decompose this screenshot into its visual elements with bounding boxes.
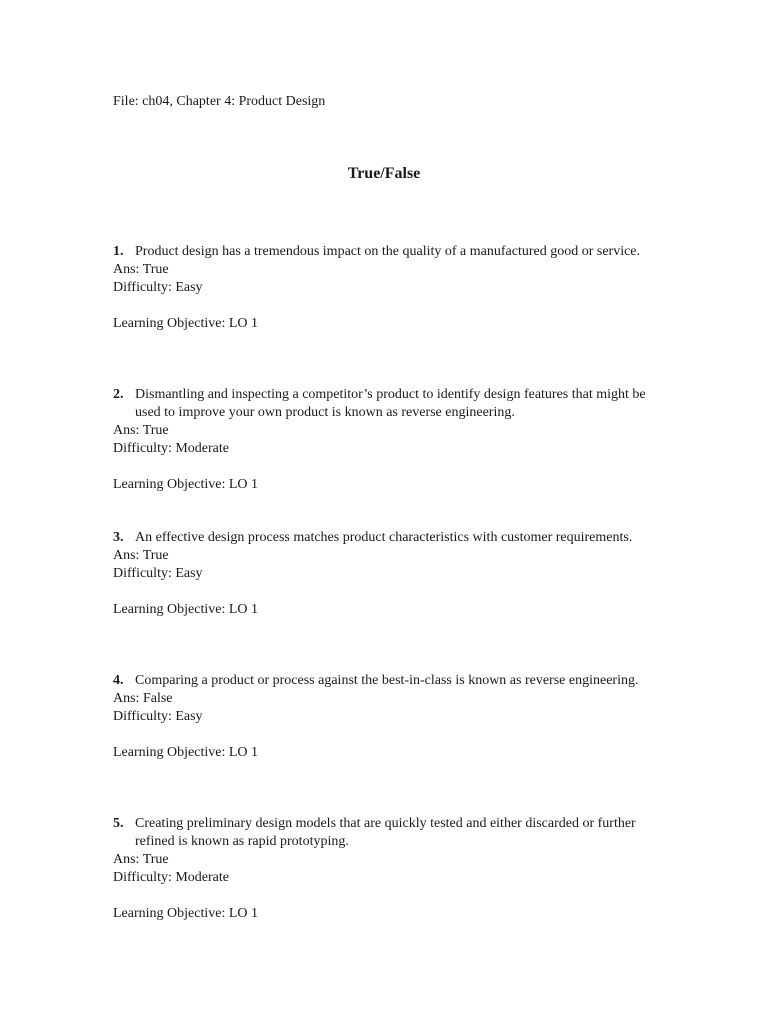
learning-objective: Learning Objective: LO 1: [113, 316, 259, 331]
answer: Ans: True: [113, 423, 169, 438]
difficulty: Difficulty: Easy: [113, 280, 203, 295]
question-statement: [113, 243, 673, 261]
answer: Ans: True: [113, 262, 169, 277]
difficulty: Difficulty: Moderate: [113, 870, 229, 885]
learning-objective: Learning Objective: LO 1: [113, 602, 259, 617]
section-title: True/False: [347, 165, 421, 182]
question-statement: [113, 815, 673, 851]
question-text: Dismantling and inspecting a competitor’s product to identify design features that might be used to improve your own product is known as reverse engineering.: [135, 387, 646, 420]
question-text: Creating preliminary design models that are quickly tested and either discarded or further refined is known as rapid prototyping.: [135, 816, 636, 849]
question-item: [113, 386, 673, 494]
learning-objective: Learning Objective: LO 1: [113, 745, 259, 760]
question-item: [113, 529, 673, 619]
question-number: 1.: [113, 244, 124, 259]
question-number: 5.: [113, 816, 124, 831]
question-statement: [113, 672, 673, 690]
difficulty: Difficulty: Moderate: [113, 441, 229, 456]
answer: Ans: True: [113, 548, 169, 563]
question-item: [113, 243, 673, 333]
question-text: Comparing a product or process against the best-in-class is known as reverse engineering.: [135, 673, 639, 688]
answer: Ans: False: [113, 691, 173, 706]
difficulty: Difficulty: Easy: [113, 566, 203, 581]
learning-objective: Learning Objective: LO 1: [113, 477, 259, 492]
question-item: [113, 815, 673, 923]
difficulty: Difficulty: Easy: [113, 709, 203, 724]
question-text: Product design has a tremendous impact on the quality of a manufactured good or service.: [135, 244, 641, 259]
question-item: [113, 672, 673, 762]
file-header: File: ch04, Chapter 4: Product Design: [113, 94, 326, 109]
question-number: 2.: [113, 387, 124, 402]
question-statement: [113, 386, 673, 422]
question-statement: [113, 529, 673, 547]
answer: Ans: True: [113, 852, 169, 867]
question-number: 4.: [113, 673, 124, 688]
question-text: An effective design process matches product characteristics with customer requirements.: [135, 530, 633, 545]
learning-objective: Learning Objective: LO 1: [113, 906, 259, 921]
question-number: 3.: [113, 530, 124, 545]
